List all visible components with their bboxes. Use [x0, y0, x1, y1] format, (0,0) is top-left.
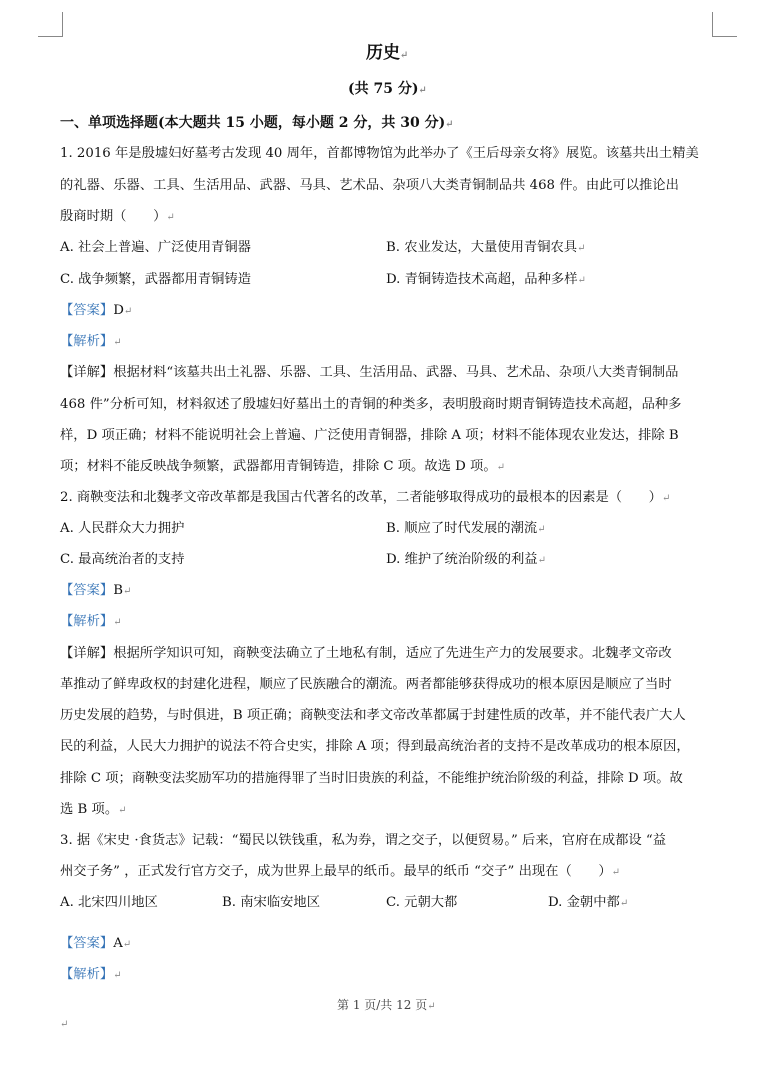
page-title: 历史↵	[366, 43, 409, 63]
q1-option-b: B. 农业发达，大量使用青铜农具↵	[386, 240, 586, 255]
q1-detail-line-4: 项；材料不能反映战争频繁，武器都用青铜铸造，排除 C 项。故选 D 项。↵	[60, 459, 506, 474]
q2-option-d: D. 维护了统治阶级的利益↵	[386, 552, 546, 567]
q2-detail-line-2: 革推动了鲜卑政权的封建化进程，顺应了民族融合的潮流。两者都能够获得成功的根本原因是顺应了当时	[60, 677, 672, 692]
section-heading: 一、单项选择题(本大题共 15 小题，每小题 2 分，共 30 分)↵	[60, 115, 454, 131]
q3-option-b: B. 南宋临安地区	[222, 895, 321, 910]
page-corner-mark-top-right	[712, 12, 737, 37]
q3-stem-line-2: 州交子务” ，正式发行官方交子，成为世界上最早的纸币。最早的纸币 “交子” 出现在（ ）↵	[60, 864, 621, 879]
end-paragraph-mark: ↵	[60, 1019, 69, 1030]
q3-stem-line-1: 3. 据《宋史 ·食货志》记载：“蜀民以铁钱重，私为券，谓之交子，以便贸易。” 后来，官府在成都设 “益	[60, 833, 667, 848]
q1-option-a: A. 社会上普遍、广泛使用青铜器	[60, 240, 251, 255]
q1-detail-line-1: 【详解】根据材料“该墓共出土礼器、乐器、工具、生活用品、武器、马具、艺术品、杂项八大类青铜制品	[60, 365, 679, 380]
q1-option-c: C. 战争频繁，武器都用青铜铸造	[60, 272, 252, 287]
q1-stem-line-1: 1. 2016 年是殷墟妇好墓考古发现 40 周年，首都博物馆为此举办了《王后母亲女将》展览。该墓共出土精美	[60, 146, 699, 161]
q3-option-d: D. 金朝中都↵	[548, 895, 629, 910]
total-score: (共 75 分)↵	[348, 81, 427, 97]
q2-detail-line-4: 民的利益，人民大力拥护的说法不符合史实，排除 A 项；得到最高统治者的支持不是改革成功的根本原因，	[60, 739, 690, 754]
q1-analysis-tag: 【解析】↵	[60, 334, 122, 349]
q3-answer: 【答案】A↵	[60, 936, 132, 951]
q1-detail-line-3: 样，D 项正确；材料不能说明社会上普遍、广泛使用青铜器，排除 A 项；材料不能体现农业发达，排除 B	[60, 428, 679, 443]
q1-stem-line-2: 的礼器、乐器、工具、生活用品、武器、马具、艺术品、杂项八大类青铜制品共 468 件。由此可以推论出	[60, 178, 679, 193]
q2-detail-line-6: 选 B 项。↵	[60, 802, 127, 817]
q2-stem-line-1: 2. 商鞅变法和北魏孝文帝改革都是我国古代著名的改革，二者能够取得成功的最根本的因素是（ ）↵	[60, 490, 671, 505]
q1-answer: 【答案】D↵	[60, 303, 133, 318]
q2-option-c: C. 最高统治者的支持	[60, 552, 185, 567]
q2-option-b: B. 顺应了时代发展的潮流↵	[386, 521, 546, 536]
q2-analysis-tag: 【解析】↵	[60, 614, 122, 629]
page-footer: 第 1 页/共 12 页↵	[337, 998, 436, 1012]
q2-answer: 【答案】B↵	[60, 583, 132, 598]
q2-detail-line-1: 【详解】根据所学知识可知，商鞅变法确立了土地私有制，适应了先进生产力的发展要求。北魏孝文帝改	[60, 646, 672, 661]
q1-stem-line-3: 殷商时期（ ）↵	[60, 209, 175, 224]
q2-detail-line-3: 历史发展的趋势，与时俱进，B 项正确；商鞅变法和孝文帝改革都属于封建性质的改革，并不能代表广大人	[60, 708, 686, 723]
q2-detail-line-5: 排除 C 项；商鞅变法奖励军功的措施得罪了当时旧贵族的利益，不能维护统治阶级的利益，排除 D 项。故	[60, 771, 683, 786]
q1-detail-line-2: 468 件”分析可知，材料叙述了殷墟妇好墓出土的青铜的种类多，表明殷商时期青铜铸造技术高超，品种多	[60, 397, 682, 412]
page-corner-mark-top-left	[38, 12, 63, 37]
q2-option-a: A. 人民群众大力拥护	[60, 521, 185, 536]
q3-option-a: A. 北宋四川地区	[60, 895, 158, 910]
q3-option-c: C. 元朝大都	[386, 895, 458, 910]
q1-option-d: D. 青铜铸造技术高超，品种多样↵	[386, 272, 586, 287]
q3-analysis-tag: 【解析】↵	[60, 967, 122, 982]
